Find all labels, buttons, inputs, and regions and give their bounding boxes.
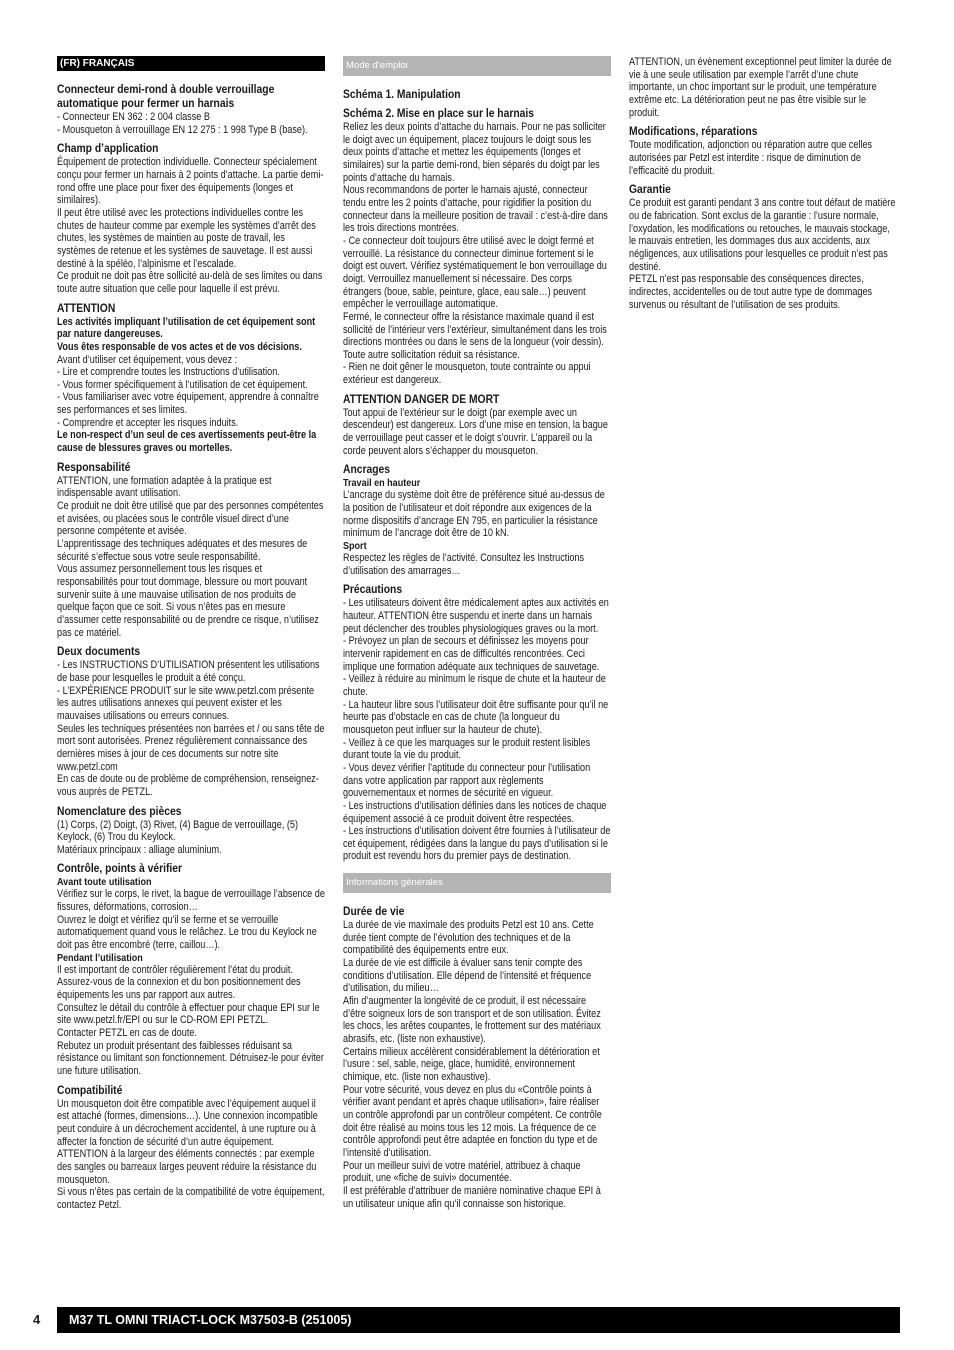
diagram-2-text: Reliez les deux points d’attache du harnais. Pour ne pas solliciter le doigt avec un équipement, placez toujours le doigt sous les deux points d’attache et mettez les équipements (longes et similaires) sur la partie demi-rond, bien séparés du doigt par les points d’attache du harnais. Nous recommandons de porter le harnais ajusté, connecteur tendu entre les 2 points d’attache, pour rigidifier la position du connecteur dans la meilleure position de travail : c’est-à-dire dans les trois directions montrées. - Ce connecteur doit toujours être utilisé avec le doigt fermé et verrouillé. La résistance du connecteur diminue fortement si le doigt est ouvert. Vérifiez systématiquement le bon verrouillage du doigt. Verrouillez manuellement si nécessaire. Des corps étrangers (boue, sable, peinture, glace, eau sale…) peuvent empêcher le verrouillage automatique. Fermé, le connecteur offre la résistance maximale quand il est sollicité de l’intérieur vers l’extérieur, simultanément dans les trois directions montrées ou dans le sens de la longueur (voir dessin). Toute autre sollicitation réduit sa résistance. - Rien ne doit gêner le mousqueton, toute contrainte ou appui extérieur est dangereux. bbox=[343, 121, 608, 387]
compatibility-heading: Compatibilité bbox=[57, 1082, 123, 1097]
anchors-sport-heading: Sport bbox=[343, 540, 367, 553]
modifications-text: Toute modification, adjonction ou réparation autre que celles autorisées par Petzl est interdite : risque de diminution de l’efficacité du produit. bbox=[629, 139, 873, 177]
compatibility-text: Un mousqueton doit être compatible avec l’équipement auquel il est attaché (formes, dimensions…). Une connexion incompatible peut conduire à un décrochement accidentel, à une rupture ou à affecter la fonction de sécurité d’un autre équipement. ATTENTION à la largeur des éléments connectés : par exemple des sangles ou barreaux larges peuvent réduire la résistance du mousqueton. Si vous n’êtes pas certain de la compatibilité de votre équipement, contactez Petzl. bbox=[57, 1097, 325, 1211]
inspection-during-text: Il est important de contrôler régulièrement l’état du produit. Assurez-vous de la connexion et du bon positionnement des équipements les uns par rapport aux autres. Consultez le détail du contrôle à effectuer pour chaque EPI sur le site www.petzl.fr/EPI ou sur le CD-ROM EPI PETZL. Contacter PETZL en cas de doute. Rebutez un produit présentant des faiblesses réduisant sa résistance ou limitant son fonctionnement. Détruisez-le pour éviter une future utilisation. bbox=[57, 963, 324, 1077]
language-tag: (FR) FRANÇAIS bbox=[57, 56, 325, 71]
anchors-work-text: L’ancrage du système doit être de préférence situé au-dessus de la position de l’utilisateur et doit répondre aux exigences de la norme dispositifs d’ancrage EN 795, en particulier la résistance minimum de l’ancrage doit être de 10 kN. bbox=[343, 489, 605, 540]
diagram-2-heading: Schéma 2. Mise en place sur le harnais bbox=[343, 106, 535, 120]
warranty-heading: Garantie bbox=[629, 182, 671, 197]
danger-heading: ATTENTION DANGER DE MORT bbox=[343, 391, 500, 406]
inspection-before-text: Vérifiez sur le corps, le rivet, la bague de verrouillage l’absence de fissures, déformations, corrosion… Ouvrez le doigt et vérifiez qu’il se ferme et se verrouille automatiquement quand vous le relâchez. Le trou du Keylock ne doit pas être encombré (terre, caillou…). bbox=[57, 888, 325, 952]
attention-warning-final: Le non-respect d’un seul de ces avertissements peut-être la cause de blessures graves ou mortelles. bbox=[57, 429, 317, 455]
diagram-1-heading: Schéma 1. Manipulation bbox=[343, 87, 461, 101]
precautions-text: - Les utilisateurs doivent être médicalement aptes aux activités en hauteur. ATTENTION être suspendu et inerte dans un harnais peut déclencher des troubles physiologiques graves ou la mort. - Prévoyez un plan de secours et définissez les moyens pour intervenir rapidement en cas de difficultés rencontrées. Ceci implique une formation adéquate aux techniques de sauvetage. - Veillez à réduire au minimum le risque de chute et la hauteur de chute. - La hauteur libre sous l’utilisateur doit être suffisante pour qu’il ne heurte pas d’obstacle en cas de chute (la longueur du mousqueton peut influer sur la hauteur de chute). - Veillez à ce que les marquages sur le produit restent lisibles durant toute la vie du produit. - Vous devez vérifier l’aptitude du connecteur pour l’utilisation dans votre application par rapport aux règlements gouvernementaux et normes de sécurité en vigueur. - Les instructions d’utilisation définies dans les notices de chaque équipement associé à ce produit doivent être respectées. - Les instructions d’utilisation doivent être fournies à l’utilisateur de cet équipement, rédigées dans la langue du pays d’utilisation si le produit est revendu hors du premier pays de destination. bbox=[343, 597, 611, 863]
product-title: Connecteur demi-rond à double verrouillage automatique pour fermer un harnais bbox=[57, 82, 275, 110]
lifetime-text: La durée de vie maximale des produits Petzl est 10 ans. Cette durée tient compte de l’évolution des techniques et de la compatibilité des équipements entre eux. La durée de vie est difficile à évaluer sans tenir compte des conditions d’utilisation. Elle dépend de l’intensité et fréquence d’utilisation, du milieu… Afin d’augmenter la longévité de ce produit, il est nécessaire d’être soigneux lors de son transport et de son utilisation. Évitez les chocs, les arêtes coupantes, le frottement sur des matériaux abrasifs, etc. (liste non exhaustive). Certains milieux accélèrent considérablement la détérioration et l’usure : sel, sable, neige, glace, humidité, environnement chimique, etc. (liste non exhaustive). Pour votre sécurité, vous devez en plus du «Contrôle points à vérifier avant pendant et après chaque utilisation», faire réaliser un contrôle approfondi par un contrôleur compétent. Ce contrôle doit être réalisé au moins tous les 12 mois. La fréquence de ce contrôle approfondi peut être adaptée en fonction du type et de l’intensité d’utilisation. Pour un meilleur suivi de votre matériel, attribuez à chaque produit, une «fiche de suivi» documentée. Il est préférable d’attribuer de manière nominative chaque EPI à un utilisateur unique afin qu’il connaisse son historique. bbox=[343, 919, 602, 1210]
responsibility-text: ATTENTION, une formation adaptée à la pratique est indispensable avant utilisation. Ce produit ne doit être utilisé que par des personnes compétentes et avisées, ou placées sous le contrôle visuel direct d’une personne compétente et avisée. L’apprentissage des techniques adéquates et des mesures de sécurité s’effectue sous votre seule responsabilité. Vous assumez personnellement tous les risques et responsabilités pour tout dommage, blessure ou mort pouvant survenir suite à une mauvaise utilisation de nos produits de quelque façon que ce soit. Si vous n’êtes pas en mesure d’assumer cette responsabilité ou de prendre ce risque, n’utilisez pas ce matériel. bbox=[57, 474, 324, 639]
column-3 bbox=[629, 56, 897, 311]
standards-text: - Connecteur EN 362 : 2 004 classe B - Mousqueton à verrouillage EN 12 275 : 1 998 Type B (base). bbox=[57, 111, 308, 136]
nomenclature-heading: Nomenclature des pièces bbox=[57, 803, 182, 818]
nomenclature-text: (1) Corps, (2) Doigt, (3) Rivet, (4) Bague de verrouillage, (5) Keylock, (6) Trou du Keylock. Matériaux principaux : alliage aluminium. bbox=[57, 818, 299, 856]
column-1 bbox=[57, 56, 325, 1212]
anchors-heading: Ancrages bbox=[343, 462, 391, 477]
instructions-section-bar: Mode d’emploi bbox=[343, 56, 611, 76]
inspection-before-heading: Avant toute utilisation bbox=[57, 876, 152, 889]
anchors-sport-text: Respectez les règles de l’activité. Consultez les Instructions d’utilisation des amarrages… bbox=[343, 552, 585, 577]
warranty-text: Ce produit est garanti pendant 3 ans contre tout défaut de matière ou de fabrication. Sont exclus de la garantie : l’usure normale, l’oxydation, les modifications ou retouches, le mauvais stockage, le mauvais entretien, les dommages dus aux accidents, aux négligences, aux utilisations pour lesquelles ce produit n’est pas destiné. PETZL n’est pas responsable des conséquences directes, indirectes, accidentelles ou de tout autre type de dommages survenus ou résultant de l’utilisation de ses produits. bbox=[629, 197, 896, 311]
modifications-heading: Modifications, réparations bbox=[629, 124, 758, 139]
scope-text: Équipement de protection individuelle. Connecteur spécialement conçu pour fermer un harnais à 2 points d’attache. La partie demi-rond offre une place pour fixer des équipements (longes et similaires). Il peut être utilisé avec les protections individuelles contre les chutes de hauteur comme par exemple les systèmes d’arrêt des chutes, les systèmes de maintien au poste de travail, les systèmes de retenue et les systèmes de sauvetage. Il est aussi destiné à la spéléo, l’alpinisme et l’escalade. Ce produit ne doit pas être sollicité au-delà de ses limites ou dans toute autre situation que celle pour laquelle il est prévu. bbox=[57, 156, 324, 295]
general-info-section-bar: Informations générales bbox=[343, 873, 611, 893]
attention-text: Avant d’utiliser cet équipement, vous devez : - Lire et comprendre toutes les Instructions d’utilisation. - Vous former spécifiquement à l’utilisation de cet équipement. - Vous familiariser avec votre équipement, apprendre à connaître ses performances et ses limites. - Comprendre et accepter les risques induits. bbox=[57, 353, 319, 429]
documents-text: - Les INSTRUCTIONS D’UTILISATION présentent les utilisations de base pour lesquelles le produit a été conçu. - L’EXPÉRIENCE PRODUIT sur le site www.petzl.com présente les autres utilisations annexes qui peuvent exister et les mauvaises utilisations ou erreurs connues. Seules les techniques présentées non barrées et / ou sans tête de mort sont autorisées. Prenez régulièrement connaissance des dernières mises à jour de ces documents sur notre site www.petzl.com En cas de doute ou de problème de compréhension, renseignez-vous auprès de PETZL. bbox=[57, 659, 325, 798]
anchors-work-heading: Travail en hauteur bbox=[343, 477, 421, 490]
lifetime-heading: Durée de vie bbox=[343, 904, 405, 919]
inspection-during-heading: Pendant l’utilisation bbox=[57, 951, 143, 964]
attention-warning: Les activités impliquant l’utilisation de cet équipement sont par nature dangereuses. Vous êtes responsable de vos actes et de vos décisions. bbox=[57, 315, 316, 353]
footer-title: M37 TL OMNI TRIACT-LOCK M37503-B (251005) bbox=[57, 1307, 900, 1333]
attention-heading: ATTENTION bbox=[57, 300, 116, 315]
responsibility-heading: Responsabilité bbox=[57, 459, 131, 474]
column-2 bbox=[343, 56, 611, 1210]
danger-text: Tout appui de l’extérieur sur le doigt (par exemple avec un descendeur) est dangereux. Lors d’une mise en tension, la bague de verrouillage peut casser et le doigt s’ouvrir. L’appareil ou la corde peuvent alors s’échapper du mousqueton. bbox=[343, 406, 608, 457]
scope-heading: Champ d’application bbox=[57, 141, 159, 156]
page-number: 4 bbox=[33, 1312, 41, 1327]
inspection-heading: Contrôle, points à vérifier bbox=[57, 861, 183, 876]
exceptional-event-text: ATTENTION, un évènement exceptionnel peut limiter la durée de vie à une seule utilisation par exemple l’arrêt d’une chute importante, un choc important sur le produit, une température extrême etc. La détérioration peut ne pas être visible sur le produit. bbox=[629, 56, 892, 119]
precautions-heading: Précautions bbox=[343, 582, 403, 597]
documents-heading: Deux documents bbox=[57, 644, 141, 659]
